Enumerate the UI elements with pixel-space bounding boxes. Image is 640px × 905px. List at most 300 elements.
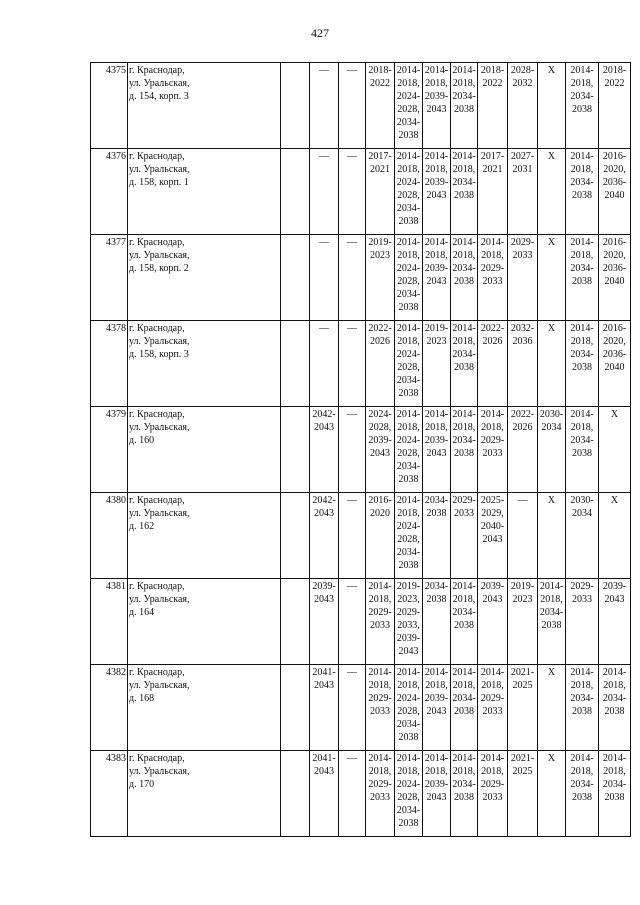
address-cell — [128, 235, 281, 321]
period-line: 2032 — [512, 77, 533, 89]
period-line: 2038 — [454, 791, 474, 803]
period-line: — — [319, 323, 329, 334]
period-line: 2014- — [570, 323, 594, 334]
period-line: 2033 — [572, 593, 592, 605]
period-line: 2014- — [424, 667, 449, 678]
period-line: 2033 — [482, 705, 503, 717]
period-line: 2028, — [397, 791, 420, 803]
period-cell — [599, 149, 631, 235]
period-line: 2018, — [481, 765, 504, 777]
period-line: — — [517, 495, 528, 506]
period-line: 2018, — [603, 679, 626, 691]
period-line: 2026 — [482, 335, 503, 347]
address-line: д. 164 — [129, 606, 155, 618]
period-cell — [451, 149, 478, 235]
address-line: д. 160 — [129, 434, 155, 446]
period-line: 2034- — [570, 434, 594, 446]
period-line: 2029- — [368, 606, 392, 618]
period-line: 2014- — [368, 581, 392, 592]
period-line: 2016- — [602, 237, 627, 248]
period-line: 2018, — [397, 77, 420, 89]
period-line: 2024- — [396, 262, 421, 274]
period-line: 2038 — [398, 559, 419, 571]
period-line: 2041- — [312, 667, 336, 678]
period-line: 2014- — [396, 65, 421, 76]
period-line: 2018, — [570, 249, 594, 261]
period-line: 2028, — [368, 421, 392, 433]
period-line: 2018, — [570, 77, 594, 89]
period-cell — [508, 235, 538, 321]
period-line: 2033 — [482, 447, 503, 459]
period-line: 2014- — [570, 409, 594, 420]
period-cell — [339, 665, 366, 751]
period-line: 2036- — [602, 176, 627, 188]
period-cell — [395, 493, 423, 579]
period-line: 2039- — [368, 434, 392, 446]
period-line: 2038 — [454, 275, 474, 287]
period-line: 2018, — [570, 679, 594, 691]
period-line: — — [319, 151, 329, 162]
period-line: 2043 — [482, 593, 503, 605]
period-line: 2018, — [425, 765, 448, 777]
period-line: 2025- — [480, 495, 505, 506]
period-line: 2039- — [424, 692, 449, 704]
period-line: 2018, — [570, 765, 594, 777]
period-line: 2034- — [602, 778, 627, 790]
period-line: 2043 — [426, 791, 447, 803]
period-line: 2028, — [397, 103, 420, 115]
period-line: 2034- — [396, 374, 421, 386]
address-line: д. 158, корп. 3 — [129, 348, 189, 360]
period-cell — [566, 751, 599, 837]
period-line: 2018, — [570, 421, 594, 433]
period-line: 2038 — [604, 705, 625, 717]
period-line: 2040 — [604, 189, 625, 201]
period-line: 2034- — [570, 348, 594, 360]
table-row — [91, 149, 631, 235]
period-line: 2014- — [368, 753, 392, 764]
period-line: X — [547, 151, 556, 162]
period-cell — [339, 321, 366, 407]
period-line: 2039- — [480, 581, 505, 592]
period-line: 2028, — [397, 705, 420, 717]
period-line: 2038 — [398, 387, 419, 399]
period-line: — — [319, 65, 329, 76]
period-line: 2034- — [570, 778, 594, 790]
period-line: 2034- — [424, 581, 449, 592]
address-line: ул. Уральская, — [129, 335, 190, 347]
period-line: 2038 — [572, 103, 592, 115]
address-line: г. Краснодар, — [129, 753, 185, 764]
period-cell — [566, 149, 599, 235]
address-line: ул. Уральская, — [129, 163, 190, 175]
row-number: 4381 — [91, 579, 128, 665]
period-line: 2034- — [396, 718, 421, 730]
period-line: 2043 — [426, 705, 447, 717]
period-line: 2018, — [397, 421, 420, 433]
period-line: 2018, — [452, 679, 476, 691]
period-cell — [310, 751, 339, 837]
period-cell — [423, 321, 451, 407]
period-line: 2038 — [398, 817, 419, 829]
period-cell — [478, 63, 508, 149]
period-line: 2026 — [512, 421, 533, 433]
period-line: 2034- — [452, 262, 476, 274]
period-cell — [339, 493, 366, 579]
period-line: 2033 — [482, 275, 503, 287]
period-line: 2034- — [396, 546, 421, 558]
period-line: 2038 — [398, 129, 419, 141]
period-line: 2016- — [602, 323, 627, 334]
address-line: ул. Уральская, — [129, 765, 190, 777]
period-line: 2018, — [397, 163, 420, 175]
period-line: 2034 — [572, 507, 592, 519]
period-line: 2018, — [603, 765, 626, 777]
period-line: 2018, — [397, 679, 420, 691]
period-line: 2034- — [452, 434, 476, 446]
period-line: 2025 — [512, 679, 533, 691]
period-line: 2043 — [314, 765, 334, 777]
period-line: 2018, — [481, 421, 504, 433]
table-row — [91, 407, 631, 493]
period-cell — [538, 407, 566, 493]
period-line: 2038 — [572, 447, 592, 459]
period-cell — [451, 235, 478, 321]
period-line: 2034- — [539, 606, 564, 618]
period-line: 2038 — [398, 301, 419, 313]
address-line: г. Краснодар, — [129, 65, 185, 76]
period-line: 2043 — [604, 593, 625, 605]
period-cell — [508, 493, 538, 579]
period-line: 2030- — [570, 495, 594, 506]
address-cell — [128, 493, 281, 579]
period-cell — [599, 751, 631, 837]
period-line: 2036- — [602, 262, 627, 274]
period-cell — [281, 579, 310, 665]
period-line: 2021- — [510, 753, 535, 764]
period-line: 2038 — [572, 791, 592, 803]
period-line: 2019- — [510, 581, 535, 592]
period-line: 2024- — [368, 409, 392, 420]
table-row — [91, 751, 631, 837]
period-cell — [395, 321, 423, 407]
address-line: г. Краснодар, — [129, 667, 185, 678]
period-line: 2039- — [424, 778, 449, 790]
period-cell — [310, 665, 339, 751]
period-line: 2024- — [396, 434, 421, 446]
period-line: — — [347, 753, 357, 764]
period-line: 2021 — [370, 163, 390, 175]
period-line: 2022- — [368, 323, 392, 334]
period-line: — — [347, 409, 357, 420]
period-line: 2028, — [397, 189, 420, 201]
period-line: 2034- — [570, 90, 594, 102]
table-body — [91, 63, 631, 837]
period-line: 2038 — [454, 103, 474, 115]
period-line: 2038 — [454, 447, 474, 459]
period-cell — [423, 149, 451, 235]
period-line: — — [347, 237, 357, 248]
period-line: 2014- — [452, 237, 476, 248]
period-line: 2043 — [370, 447, 390, 459]
period-cell — [395, 579, 423, 665]
period-cell — [538, 149, 566, 235]
period-cell — [566, 63, 599, 149]
period-line: 2018, — [397, 249, 420, 261]
period-line: 2038 — [426, 593, 447, 605]
address-line: ул. Уральская, — [129, 77, 190, 89]
period-cell — [281, 149, 310, 235]
period-line: 2029- — [452, 495, 476, 506]
period-cell — [508, 63, 538, 149]
period-cell — [566, 407, 599, 493]
period-line: 2018- — [602, 65, 627, 76]
period-cell — [566, 235, 599, 321]
period-cell — [451, 321, 478, 407]
period-line: 2018, — [397, 335, 420, 347]
period-line: — — [347, 667, 357, 678]
period-line: 2014- — [424, 753, 449, 764]
period-cell — [310, 493, 339, 579]
period-line: 2018, — [425, 421, 448, 433]
period-cell — [599, 235, 631, 321]
period-line: 2034- — [570, 262, 594, 274]
address-line: ул. Уральская, — [129, 249, 190, 261]
period-cell — [310, 63, 339, 149]
period-cell — [508, 407, 538, 493]
period-cell — [281, 321, 310, 407]
period-cell — [538, 235, 566, 321]
period-line: 2034- — [570, 692, 594, 704]
period-cell — [478, 493, 508, 579]
period-line: 2038 — [454, 361, 474, 373]
table-row — [91, 235, 631, 321]
period-line: 2014- — [452, 753, 476, 764]
period-line: 2033, — [397, 619, 420, 631]
address-line: д. 158, корп. 2 — [129, 262, 189, 274]
period-cell — [599, 579, 631, 665]
period-line: 2043 — [426, 447, 447, 459]
period-line: 2033 — [482, 791, 503, 803]
period-cell — [339, 149, 366, 235]
period-line: 2022 — [482, 77, 503, 89]
period-cell — [366, 665, 395, 751]
period-line: 2043 — [482, 533, 503, 545]
period-line: 2018, — [452, 77, 476, 89]
period-line: 2034- — [396, 116, 421, 128]
period-line: — — [347, 495, 357, 506]
address-line: г. Краснодар, — [129, 237, 185, 248]
period-cell — [478, 235, 508, 321]
period-line: X — [610, 495, 619, 506]
period-line: 2014- — [452, 151, 476, 162]
row-number: 4380 — [91, 493, 128, 579]
period-line: 2018, — [425, 77, 448, 89]
period-cell — [538, 751, 566, 837]
table-row — [91, 579, 631, 665]
period-line: 2026 — [370, 335, 390, 347]
period-line: 2033 — [454, 507, 474, 519]
period-line: 2023, — [397, 593, 420, 605]
period-line: 2029- — [480, 692, 505, 704]
period-line: 2033 — [370, 791, 390, 803]
period-line: 2038 — [454, 619, 474, 631]
period-line: 2024- — [396, 348, 421, 360]
period-line: 2018, — [570, 163, 594, 175]
period-cell — [339, 751, 366, 837]
period-line: 2014- — [396, 495, 421, 506]
period-line: 2019- — [396, 581, 421, 592]
period-line: — — [347, 65, 357, 76]
address-line: ул. Уральская, — [129, 421, 190, 433]
period-line: 2034 — [541, 421, 562, 433]
period-line: 2017- — [480, 151, 505, 162]
period-line: 2014- — [480, 237, 505, 248]
period-cell — [478, 149, 508, 235]
address-cell — [128, 751, 281, 837]
period-cell — [451, 407, 478, 493]
period-cell — [566, 579, 599, 665]
period-cell — [478, 751, 508, 837]
period-line: 2014- — [480, 753, 505, 764]
period-cell — [366, 579, 395, 665]
address-line: ул. Уральская, — [129, 593, 190, 605]
period-line: 2029- — [510, 237, 535, 248]
address-line: ул. Уральская, — [129, 679, 190, 691]
address-cell — [128, 63, 281, 149]
address-cell — [128, 149, 281, 235]
period-cell — [508, 665, 538, 751]
period-line: 2014- — [452, 581, 476, 592]
period-line: 2043 — [426, 103, 447, 115]
period-cell — [423, 235, 451, 321]
period-line: 2040- — [480, 520, 505, 532]
period-cell — [538, 579, 566, 665]
period-line: 2028, — [397, 447, 420, 459]
period-line: 2034- — [452, 90, 476, 102]
period-line: 2014- — [570, 753, 594, 764]
period-line: 2040 — [604, 361, 625, 373]
period-cell — [339, 407, 366, 493]
period-line: 2022- — [510, 409, 535, 420]
row-number: 4379 — [91, 407, 128, 493]
period-line: 2034- — [424, 495, 449, 506]
period-line: 2039- — [424, 262, 449, 274]
period-cell — [423, 751, 451, 837]
period-line: 2018, — [452, 249, 476, 261]
address-line: г. Краснодар, — [129, 151, 185, 162]
address-cell — [128, 665, 281, 751]
period-cell — [310, 407, 339, 493]
period-line: 2042- — [312, 495, 336, 506]
period-line: 2022 — [370, 77, 390, 89]
period-line: 2034- — [452, 778, 476, 790]
period-line: 2014- — [570, 151, 594, 162]
period-line: 2034- — [396, 804, 421, 816]
period-cell — [478, 407, 508, 493]
period-line: 2018- — [368, 65, 392, 76]
period-cell — [423, 579, 451, 665]
period-line: 2014- — [602, 753, 627, 764]
period-cell — [366, 63, 395, 149]
period-line: 2028, — [397, 361, 420, 373]
period-cell — [281, 751, 310, 837]
period-line: 2030- — [539, 409, 564, 420]
period-line: 2036 — [512, 335, 533, 347]
period-line: 2029- — [480, 434, 505, 446]
address-line: г. Краснодар, — [129, 323, 185, 334]
period-line: 2040 — [604, 275, 625, 287]
period-line: 2043 — [314, 679, 334, 691]
period-line: X — [547, 495, 556, 506]
period-cell — [423, 493, 451, 579]
period-cell — [451, 493, 478, 579]
period-line: X — [547, 237, 556, 248]
table-row — [91, 665, 631, 751]
period-line: 2018, — [368, 679, 392, 691]
period-line: 2041- — [312, 753, 336, 764]
period-line: 2018, — [425, 679, 448, 691]
period-line: 2018, — [368, 765, 392, 777]
period-cell — [395, 149, 423, 235]
period-line: 2018, — [425, 249, 448, 261]
period-line: 2014- — [539, 581, 564, 592]
period-line: 2023 — [370, 249, 390, 261]
period-line: 2038 — [572, 705, 592, 717]
period-line: 2042- — [312, 409, 336, 420]
period-cell — [339, 235, 366, 321]
period-line: 2025 — [512, 765, 533, 777]
period-line: 2034- — [396, 202, 421, 214]
period-line: 2014- — [452, 65, 476, 76]
period-cell — [451, 751, 478, 837]
period-cell — [339, 63, 366, 149]
period-line: — — [347, 151, 357, 162]
period-line: 2018, — [540, 593, 563, 605]
row-number: 4383 — [91, 751, 128, 837]
period-line: 2043 — [426, 275, 447, 287]
period-line: 2016- — [368, 495, 392, 506]
period-line: 2029- — [396, 606, 421, 618]
period-line: 2039- — [424, 176, 449, 188]
period-line: 2017- — [368, 151, 392, 162]
period-line: 2036- — [602, 348, 627, 360]
period-line: 2014- — [368, 667, 392, 678]
period-line: 2018, — [397, 507, 420, 519]
period-line: 2014- — [396, 667, 421, 678]
address-line: г. Краснодар, — [129, 409, 185, 420]
period-cell — [366, 493, 395, 579]
period-cell — [310, 149, 339, 235]
period-line: 2038 — [572, 189, 592, 201]
period-line: 2018, — [452, 765, 476, 777]
period-line: 2019- — [424, 323, 449, 334]
period-line: 2039- — [396, 632, 421, 644]
period-line: 2014- — [570, 237, 594, 248]
address-line: ул. Уральская, — [129, 507, 190, 519]
period-line: 2014- — [452, 323, 476, 334]
period-cell — [538, 665, 566, 751]
period-line: 2018, — [570, 335, 594, 347]
period-line: 2028, — [397, 275, 420, 287]
row-number: 4377 — [91, 235, 128, 321]
period-line: X — [610, 409, 619, 420]
period-line: 2023 — [426, 335, 447, 347]
period-line: 2014- — [396, 409, 421, 420]
period-line: 2034- — [452, 176, 476, 188]
period-line: 2018, — [368, 593, 392, 605]
period-line: 2024- — [396, 692, 421, 704]
